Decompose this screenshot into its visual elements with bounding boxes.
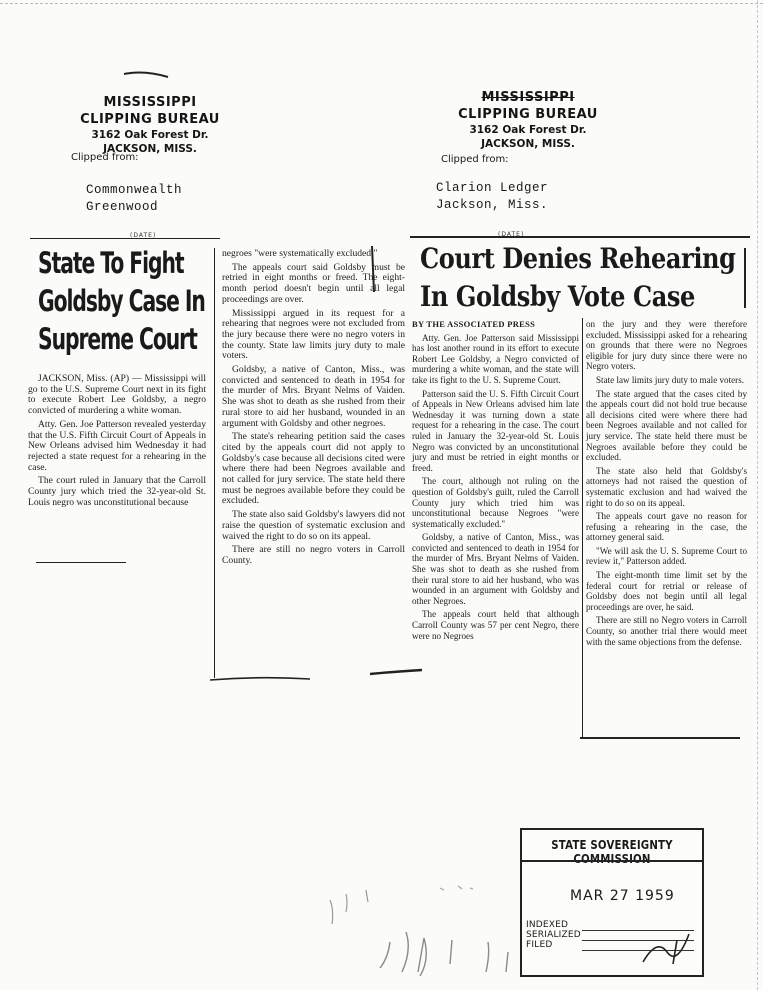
paragraph: Mississippi argued in its request for a rehearing that negroes were not excluded from the jury because there were no negro voters in the county. State law limits jury duty to male voters. <box>222 307 405 362</box>
divider <box>30 238 220 239</box>
paragraph: The court, although not ruling on the question of Goldsby's guilt, ruled the Carroll County jury which tried him was unconstitutional because Negroes "were systematically excluded." <box>412 476 579 529</box>
headline-line: Goldsby Case In <box>38 284 205 318</box>
headline-line: State To Fight <box>38 246 184 280</box>
divider <box>36 562 126 563</box>
stamp-field-filed: FILED <box>526 940 553 950</box>
publication-city: Greenwood <box>86 200 159 214</box>
bureau-header-left <box>70 94 230 156</box>
stamp-date: MAR 27 1959 <box>570 888 675 904</box>
stamp-title: STATE SOVEREIGNTY COMMISSION <box>551 838 673 866</box>
headline-line: In Goldsby Vote Case <box>420 280 695 313</box>
publication-name: Clarion Ledger <box>436 181 549 195</box>
stamp-divider <box>522 860 702 862</box>
paragraph: The state argued that the cases cited by the appeals court did not hold true because all decisions cited were where there had been Negroes available and not called for jury service. The state held there must be Negroes available before they could be excluded. <box>586 388 747 463</box>
paragraph: State law limits jury duty to male voters. <box>596 374 745 385</box>
commission-stamp <box>520 828 704 977</box>
bureau-state: MISSISSIPPI <box>481 90 575 105</box>
page-right-edge <box>757 0 758 990</box>
paragraph: The appeals court gave no reason for refusing a rehearing in the case, the attorney general said. <box>586 511 747 543</box>
publication-block <box>436 180 548 214</box>
column-divider <box>744 248 746 308</box>
paragraph: Atty. Gen. Joe Patterson said Mississippi has lost another round in its effort to execute Robert Lee Goldsby, a Negro convicted of murdering a white woman, and the state will take its fight to the U. S. Supreme Court. <box>412 332 579 385</box>
bureau-address: 3162 Oak Forest Dr. <box>91 129 209 141</box>
paragraph: The eight-month time limit set by the federal court for retrial or release of Goldsby does not begin until all legal proceedings are over, he said. <box>586 570 747 612</box>
headline-line: Supreme Court <box>38 322 197 356</box>
signature-mark-icon <box>637 928 697 970</box>
paragraph: The appeals court said Goldsby must be retried in eight months or freed. The eight-month period doesn't begin until all legal proceedings are over. <box>222 261 405 305</box>
divider <box>580 737 740 739</box>
bureau-name: CLIPPING BUREAU <box>80 112 220 127</box>
paragraph: The court ruled in January that the Carroll County jury which tried the 32-year-old St. Louis negro was unconstitutional because <box>28 475 206 508</box>
publication-city: Jackson, Miss. <box>436 198 549 212</box>
column-divider <box>214 248 215 678</box>
bureau-name: CLIPPING BUREAU <box>458 107 598 122</box>
bureau-city: JACKSON, MISS. <box>103 143 197 155</box>
pen-mark-icon <box>122 66 172 80</box>
article-column <box>586 319 747 650</box>
paragraph: JACKSON, Miss. (AP) — Mississippi will go to the U.S. Supreme Court next in its fight to execute Robert Lee Goldsby, a negro convicted of murdering a white woman. <box>28 373 206 417</box>
divider <box>410 236 750 238</box>
article-column <box>412 319 579 644</box>
headline-line: Court Denies Rehearing <box>420 242 736 275</box>
publication-name: Commonwealth <box>86 183 183 197</box>
paragraph: The state also said Goldsby's lawyers did not raise the question of systematic exclusion and waived the right to do so on its appeal. <box>222 509 405 542</box>
bureau-header-right <box>448 89 608 151</box>
paragraph: There are still no Negro voters in Carroll County, so another trial there would meet with the same objections from the defense. <box>586 615 747 647</box>
column-divider <box>582 318 583 738</box>
date-label: (DATE) <box>498 231 525 238</box>
byline: BY THE ASSOCIATED PRESS <box>412 319 536 329</box>
paragraph: Goldsby, a native of Canton, Miss., was convicted and sentenced to death in 1954 for the murder of Mrs. Bryant Nelms of Vaiden. She was shot to death as she rushed from their rural store to aid her husband, wounded in an argument with Goldsby and other negroes. <box>222 364 405 429</box>
pen-mark-icon <box>340 240 400 300</box>
page-top-edge <box>0 3 763 4</box>
paragraph: Atty. Gen. Joe Patterson revealed yesterday that the U.S. Fifth Circuit Court of Appeals in New Orleans advised him Wednesday it had rejected a state request for a rehearing in the case. <box>28 418 206 473</box>
pencil-marks-icon <box>310 880 540 980</box>
paragraph: Patterson said the U. S. Fifth Circuit Court of Appeals in New Orleans advised him late Wednesday it was turning down a state request for a rehearing in the case. The court ruled in January the 32-year-old St. Louis Negro was convicted by an unconstitutional jury and must be retried in eight months or freed. <box>412 388 579 473</box>
paragraph: The state also held that Goldsby's attorneys had not raised the question of systematic exclusion and had waived the right to do so on its appeal. <box>586 465 747 508</box>
paragraph: "We will ask the U. S. Supreme Court to review it," Patterson added. <box>586 545 747 567</box>
bureau-city: JACKSON, MISS. <box>481 138 575 150</box>
paragraph: negroes "were systematically excluded." <box>222 248 378 259</box>
paragraph: The appeals court held that although Carroll County was 57 per cent Negro, there were no Negroes <box>412 609 579 641</box>
clipped-from-label: Clipped from: <box>71 152 139 163</box>
date-label: (DATE) <box>130 232 157 239</box>
bureau-state: MISSISSIPPI <box>103 95 197 110</box>
stamp-field-serialized: SERIALIZED <box>526 930 581 940</box>
paragraph: on the jury and they were therefore excluded. Mississippi asked for a rehearing on grounds that there were no Negroes eligible for jury duty since there were no Negro voters. <box>586 319 747 372</box>
publication-block <box>86 182 182 216</box>
article-column <box>28 374 206 511</box>
paragraph: Goldsby, a native of Canton, Miss., was convicted and sentenced to death in 1954 for the murder of Mrs. Bryant Nelms of Vaiden. She was shot to death as she rushed from their rural store to aid her husband, who was wounded in an argument with Goldsby and other Negroes. <box>412 532 579 606</box>
underline-mark-icon <box>200 660 430 690</box>
paragraph: The state's rehearing petition said the cases cited by the appeals court did not apply to Goldsby's case because all decisions cited were where there had been Negroes available and not called for jury service. The state held there must be negroes available before they could be excluded. <box>222 431 405 507</box>
clipped-from-label: Clipped from: <box>441 154 509 165</box>
stamp-field-indexed: INDEXED <box>526 920 569 930</box>
paragraph: There are still no negro voters in Carroll County. <box>222 544 405 566</box>
bureau-address: 3162 Oak Forest Dr. <box>469 124 587 136</box>
